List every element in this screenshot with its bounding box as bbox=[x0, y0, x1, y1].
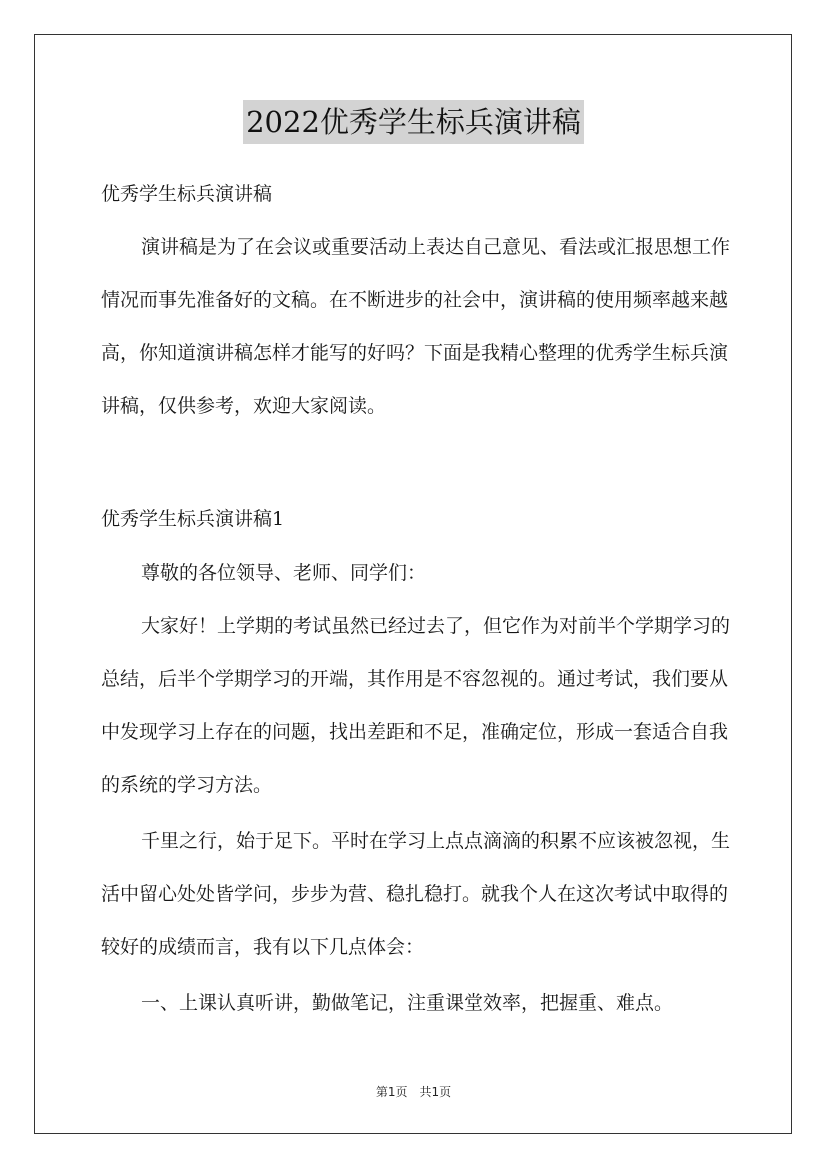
page-number-footer: 第1页 共1页 bbox=[375, 1085, 452, 1099]
subtitle: 优秀学生标兵演讲稿 bbox=[101, 183, 273, 205]
greeting-paragraph: 尊敬的各位领导、老师、同学们： bbox=[141, 562, 427, 584]
title-container bbox=[0, 100, 827, 144]
section-heading: 优秀学生标兵演讲稿1 bbox=[101, 508, 285, 530]
body-paragraph-2: 千里之行，始于足下。平时在学习上点点滴滴的积累不应该被忽视，生活中留心处处皆学问，步步为营、稳扎稳打。就我个人在这次考试中取得的较好的成绩而言，我有以下几点体会： bbox=[101, 830, 731, 958]
body-paragraph-1: 大家好！上学期的考试虽然已经过去了，但它作为对前半个学期学习的总结，后半个学期学习的开端，其作用是不容忽视的。通过考试，我们要从中发现学习上存在的问题，找出差距和不足，准确定位，形成一套适合自我的系统的学习方法。 bbox=[101, 615, 731, 796]
document-title: 2022优秀学生标兵演讲稿 bbox=[243, 100, 584, 144]
body-paragraph-3: 一、上课认真听讲，勤做笔记，注重课堂效率，把握重、难点。 bbox=[141, 992, 674, 1014]
intro-paragraph: 演讲稿是为了在会议或重要活动上表达自己意见、看法或汇报思想工作情况而事先准备好的文稿。在不断进步的社会中，演讲稿的使用频率越来越高，你知道演讲稿怎样才能写的好吗？下面是我精心整理的优秀学生标兵演讲稿，仅供参考，欢迎大家阅读。 bbox=[101, 236, 731, 417]
